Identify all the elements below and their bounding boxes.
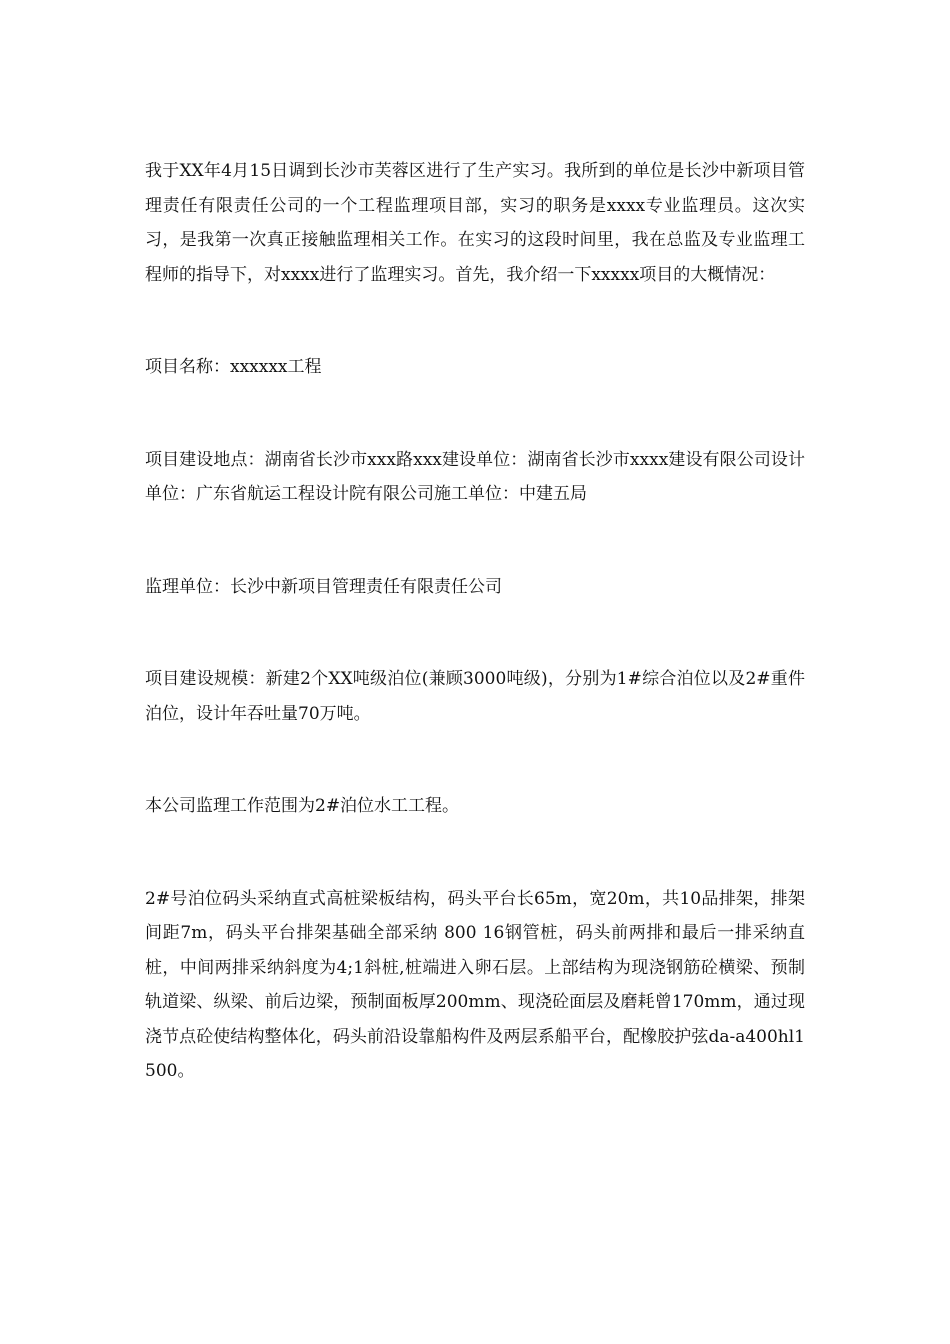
paragraph-intro: 我于XX年4月15日调到长沙市芙蓉区进行了生产实习。我所到的单位是长沙中新项目管理责任有限责任公司的一个工程监理项目部，实习的职务是xxxx专业监理员。这次实习，是我第一次真正接触监理相关工作。在实习的这段时间里，我在总监及专业监理工程师的指导下，对xxxx进行了监理实习。首先，我介绍一下xxxxx项目的大概情况：: [145, 161, 805, 285]
paragraph-project-scale: 项目建设规模：新建2个XX吨级泊位(兼顾3000吨级)，分别为1#综合泊位以及2#重件泊位，设计年吞吐量70万吨。: [145, 669, 805, 724]
paragraph-project-location: 项目建设地点：湖南省长沙市xxx路xxx建设单位：湖南省长沙市xxxx建设有限公司设计单位：广东省航运工程设计院有限公司施工单位：中建五局: [145, 449, 805, 504]
paragraph-work-scope: 本公司监理工作范围为2#泊位水工工程。: [145, 796, 460, 816]
document-body: [145, 154, 805, 1089]
paragraph-project-name: 项目名称：xxxxxx工程: [145, 357, 322, 377]
paragraph-supervision-unit: 监理单位：长沙中新项目管理责任有限责任公司: [145, 576, 502, 597]
paragraph-structure-description: 2#号泊位码头采纳直式高桩梁板结构，码头平台长65m，宽20m，共10品排架，排架间距7m，码头平台排架基础全部采纳 800 16钢管桩，码头前两排和最后一排采纳直桩，中间两排采纳斜度为4;1斜桩,桩端进入卵石层。上部结构为现浇钢筋砼横梁、预制轨道梁、纵梁、前后边梁，预制面板厚200mm、现浇砼面层及磨耗曾170mm，通过现浇节点砼使结构整体化，码头前沿设靠船构件及两层系船平台，配橡胶护弦da-a400hl1500。: [145, 888, 805, 1081]
